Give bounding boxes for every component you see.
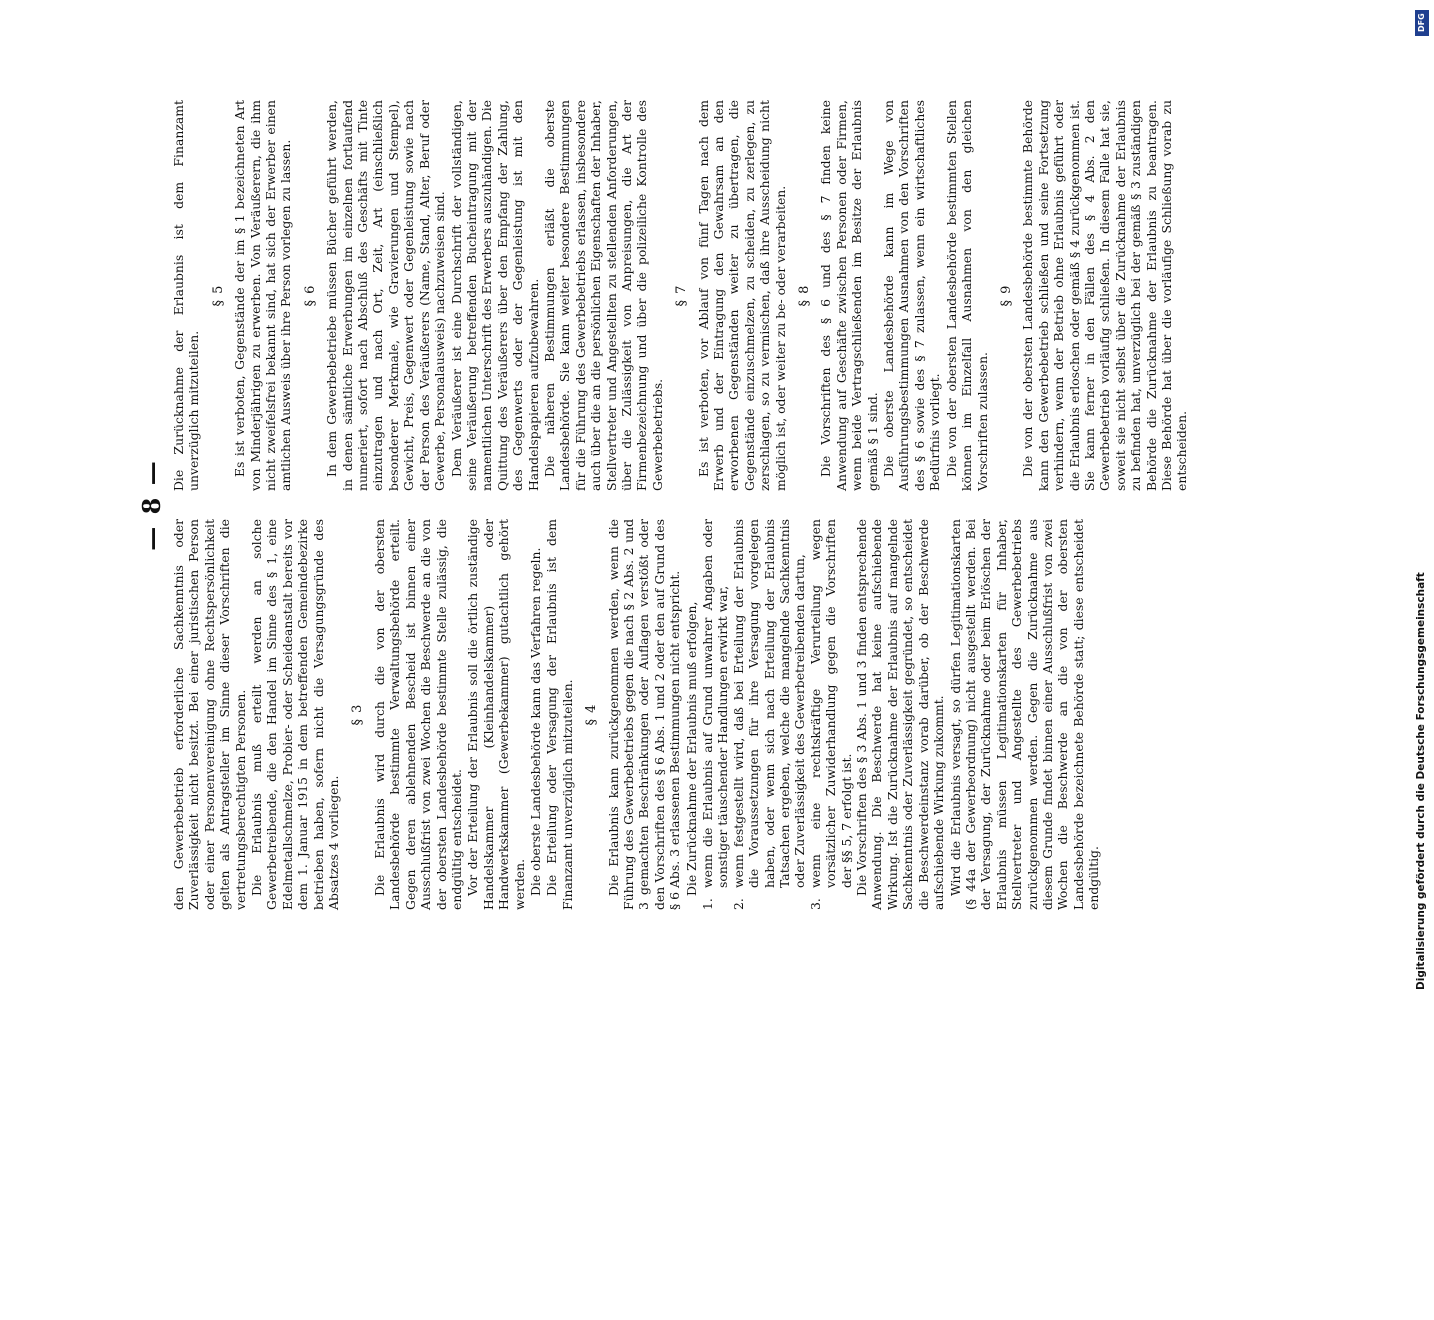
attribution-text: Digitalisierung gefördert durch die Deutsche Forschungsgemeinschaft: [1415, 572, 1427, 990]
paragraph: Die Vorschriften des § 3 Abs. 1 und 3 finden entsprechende Anwendung. Die Beschwerde hat keine aufschiebende Wirkung. Ist die Zurücknahme der Erlaubnis auf mangelnde Sachkenntnis oder Zuverlässigkeit gegründet, so entscheidet die Beschwerdeinstanz vorab darüber, ob der Beschwerde aufschiebende Wirkung zukommt.: [854, 519, 947, 910]
paragraph: Es ist verboten, vor Ablauf von fünf Tagen nach dem Erwerb und der Eintragung den Gewahrsam an den erworbenen Gegenständen weiter zu übertragen, die Gegenstände einzuschmelzen, zu scheiden, zu zerlegen, zu zerschlagen, so zu vermischen, daß ihre Ausscheidung nicht möglich ist, oder weiter zu be- oder verarbeiten.: [695, 100, 788, 491]
paragraph: Die Erlaubnis muß erteilt werden an solche Gewerbetreibende, die den Handel im Sinne des § 1, eine Edelmetallschmelze, Probier- oder Scheideanstalt bereits vor dem 1. Januar 1915 in dem betreffenden Gemeindebezirke betrieben haben, sofern nicht die Versagungsgründe des Absatzes 4 vorliegen.: [249, 519, 342, 910]
paragraph: Die von der obersten Landesbehörde bestimmten Stellen können im Einzelfall Ausnahmen von den gleichen Vorschriften zulassen.: [943, 100, 990, 491]
list-item: [808, 519, 854, 910]
list-text: wenn festgestellt wird, daß bei Erteilung der Erlaubnis die Voraussetzungen für ihre Versagung vorgelegen haben, oder wenn sich nach Erteilung der Erlaubnis Tatsachen ergeben, welche die mangelnde Sachkenntnis oder Zuverlässigkeit des Gewerbetreibenden dartun,: [730, 519, 808, 888]
section-heading: § 7: [674, 284, 690, 307]
paragraph: Wird die Erlaubnis versagt, so dürfen Legitimationskarten (§ 44a der Gewerbeordnung) nicht ausgestellt werden. Bei der Versagung, der Zurücknahme oder beim Erlöschen der Erlaubnis müssen Legitimationskarten für Inhaber, Stellvertreter und Angestellte des Gewerbebetriebs zurückgenommen werden. Gegen die Zurücknahme aus diesem Grunde findet binnen einer Ausschlußfrist von zwei Wochen die Beschwerde an die von der obersten Landesbehörde bezeichnete Behörde statt; diese entscheidet endgültig.: [947, 519, 1102, 910]
paragraph: Die Zurücknahme der Erlaubnis ist dem Finanzamt unverzüglich mitzuteilen.: [171, 100, 202, 491]
page-number: — 8 —: [137, 459, 166, 551]
list-text: wenn eine rechtskräftige Verurteilung wegen vorsätzlicher Zuwiderhandlung gegen die Vorschriften der §§ 5, 7 erfolgt ist.: [807, 519, 854, 888]
section-heading: § 8: [797, 284, 813, 307]
paragraph: Die Zurücknahme der Erlaubnis muß erfolgen,: [683, 601, 699, 896]
list-item: [731, 519, 808, 910]
list-number: 1.: [700, 898, 715, 910]
list-item: [700, 519, 731, 910]
paragraph: Es ist verboten, Gegenstände der im § 1 bezeichneten Art von Minderjährigen zu erwerben. Von Veräußerern, die ihm nicht zweifelsfrei bekannt sind, hat sich der Erwerber einen amtlichen Ausweis über ihre Person vorlegen zu lassen.: [232, 100, 294, 491]
section-heading: § 4: [584, 703, 600, 726]
list-number: 2.: [730, 898, 746, 910]
paragraph: Die Erteilung oder Versagung der Erlaubnis ist dem Finanzamt unverzüglich mitzuteilen.: [544, 519, 575, 910]
paragraph: Die Erlaubnis kann zurückgenommen werden, wenn die Führung des Gewerbebetriebs gegen die nach § 2 Abs. 2 und 3 gemachten Beschränkungen oder Auflagen verstößt oder den Vorschriften des § 6 Abs. 1 und 2 oder den auf Grund des § 6 Abs. 3 erlassenen Bestimmungen nicht entspricht.: [605, 519, 683, 910]
section-heading: § 3: [350, 703, 366, 726]
list-text: wenn die Erlaubnis auf Grund unwahrer Angaben oder sonstiger täuschender Handlungen erwirkt war,: [700, 519, 731, 888]
right-column: [171, 100, 1191, 491]
paragraph: Die näheren Bestimmungen erläßt die oberste Landesbehörde. Sie kann weiter besondere Bestimmungen für die Führung des Gewerbebetriebs erlassen, insbesondere auch über die an die persönlichen Eigenschaften der Inhaber, Stellvertreter und Angestellten zu stellenden Anforderungen, über die Zulässigkeit von Anpreisungen, die Art der Firmenbezeichnung und über die polizeiliche Kontrolle des Gewerbebetriebs.: [541, 100, 665, 491]
paragraph: Die oberste Landesbehörde kann das Verfahren regeln.: [527, 547, 543, 896]
paragraph: Die von der obersten Landesbehörde bestimmte Behörde kann den Gewerbebetrieb schließen und seine Fortsetzung verhindern, wenn der Betrieb ohne Erlaubnis geführt oder die Erlaubnis erloschen oder gemäß § 4 zurückgenommen ist. Sie kann ferner in den Fällen des § 4 Abs. 2 den Gewerbebetrieb vorläufig schließen. In diesem Falle hat sie, soweit sie nicht selbst über die Zurücknahme der Erlaubnis zu befinden hat, unverzüglich bei der gemäß § 3 zuständigen Behörde die Zurücknahme der Erlaubnis zu beantragen. Diese Behörde hat über die vorläufige Schließung vorab zu entscheiden.: [1020, 100, 1190, 491]
paragraph: Vor der Erteilung der Erlaubnis soll die örtlich zuständige Handelskammer (Kleinhandelskammer) oder Handwerkskammer (Gewerbekammer) gutachtlich gehört werden.: [465, 519, 527, 910]
left-column: [171, 519, 1191, 910]
section-heading: § 6: [302, 284, 318, 307]
paragraph: Die oberste Landesbehörde kann im Wege von Ausführungsbestimmungen Ausnahmen von den Vorschriften des § 6 sowie des § 7 zulassen, wenn ein wirtschaftliches Bedürfnis vorliegt.: [881, 100, 943, 491]
section-heading: § 5: [210, 284, 226, 307]
paragraph: Dem Veräußerer ist eine Durchschrift der vollständigen, seine Veräußerung betreffenden Bucheintragung mit der namentlichen Unterschrift des Erwerbers auszuhändigen. Die Quittung des Veräußerers über den Empfang der Zahlung, des Gegenwerts oder der Gegenleistung ist mit den Handelspapieren aufzubewahren.: [448, 100, 541, 491]
dfg-logo: DFG: [1415, 10, 1429, 36]
list-number: 3.: [807, 898, 823, 910]
paragraph: In dem Gewerbebetriebe müssen Bücher geführt werden, in denen sämtliche Erwerbungen im einzelnen fortlaufend numeriert, sofort nach Abschluß des Geschäfts mit Tinte einzutragen und nach Ort, Zeit, Art (einschließlich besonderer Merkmale, wie Gravierungen und Stempel), Gewicht, Preis, Gegenwert oder Gegenleistung sowie nach der Person des Veräußerers (Name, Stand, Alter, Beruf oder Gewerbe, Personalausweis) nachzuweisen sind.: [324, 100, 448, 491]
attribution-sidebar: [1410, 0, 1434, 1000]
paragraph: Die Vorschriften des § 6 und des § 7 finden keine Anwendung auf Geschäfte zwischen Personen oder Firmen, wenn beide Vertragschließenden im Besitze der Erlaubnis gemäß § 1 sind.: [818, 100, 880, 491]
paragraph: Die Erlaubnis wird durch die von der obersten Landesbehörde bestimmte Verwaltungsbehörde erteilt. Gegen deren ablehnenden Bescheid ist binnen einer Ausschlußfrist von zwei Wochen die Beschwerde an die von der obersten Landesbehörde bestimmte Stelle zulässig, die endgültig entscheidet.: [371, 519, 464, 910]
document-page: [107, 60, 1190, 1320]
section-heading: § 9: [998, 284, 1014, 307]
paragraph: den Gewerbebetrieb erforderliche Sachkenntnis oder Zuverlässigkeit nicht besitzt. Bei einer juristischen Person oder einer Personenvereinigung ohne Rechtspersönlichkeit gelten als Antragsteller im Sinne dieser Vorschriften die vertretungsberechtigten Personen.: [171, 519, 248, 910]
